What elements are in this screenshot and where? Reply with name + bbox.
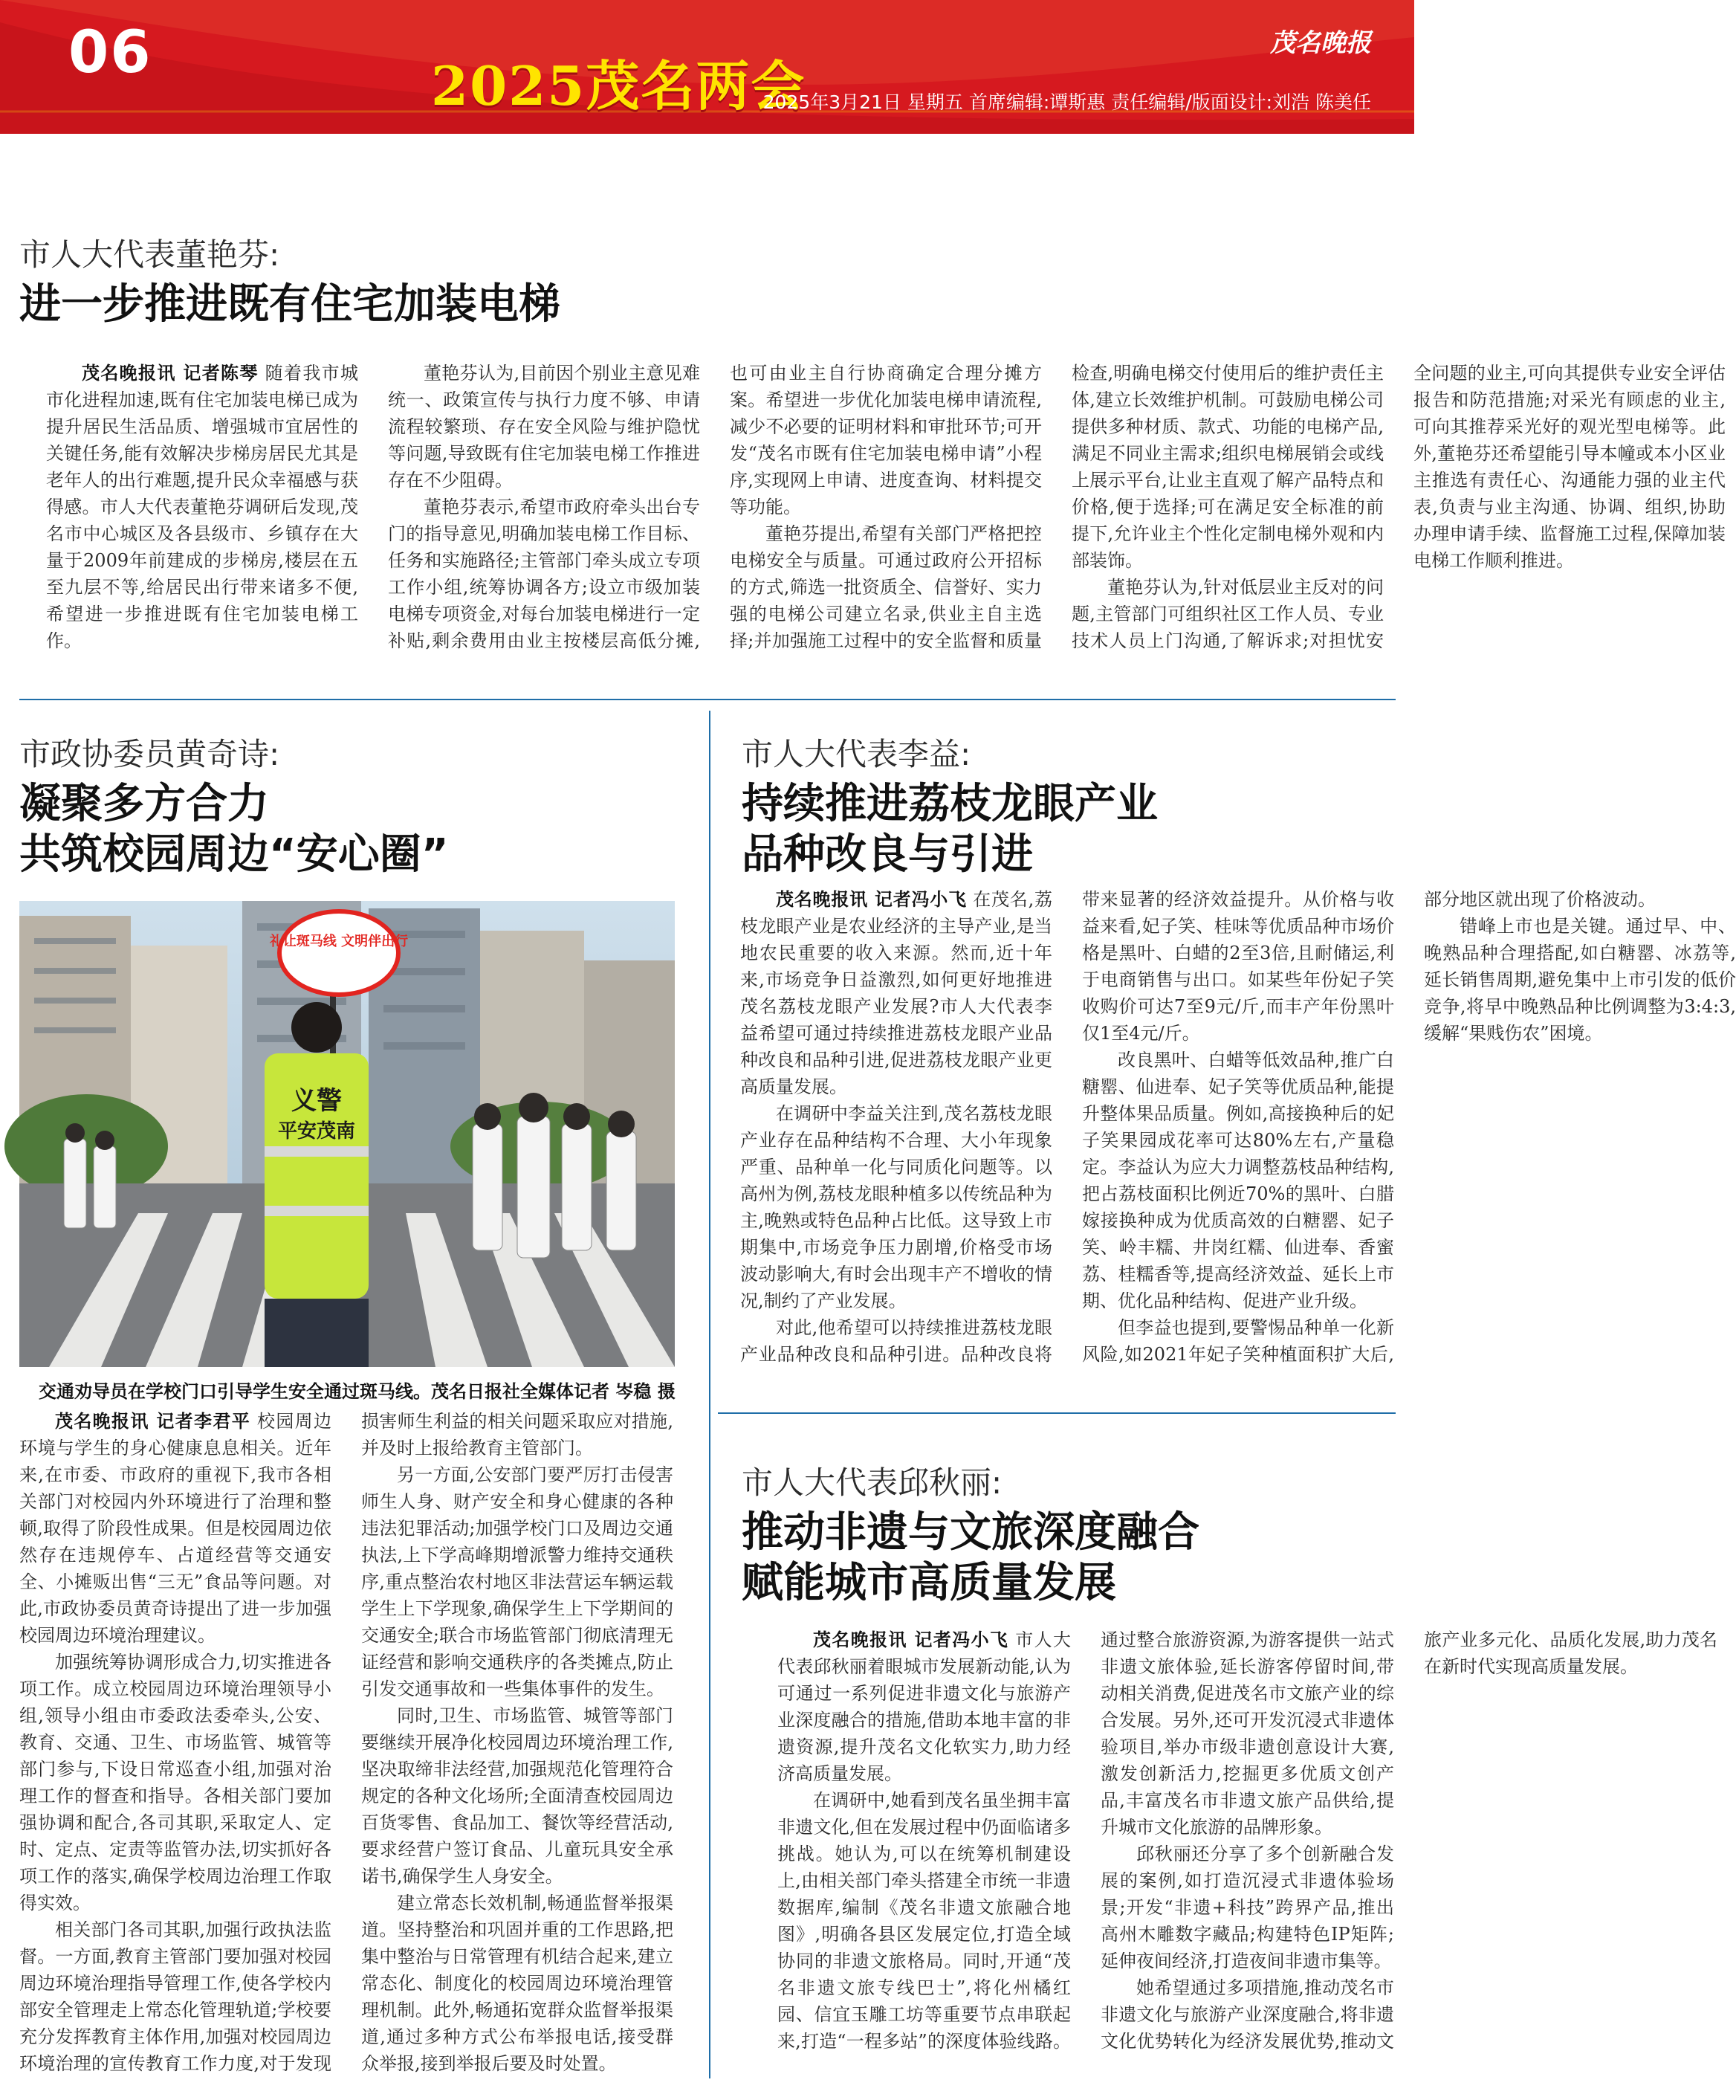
article-paragraph: 茂名晚报讯 记者陈琴 随着我市城市化进程加速,既有住宅加装电梯已成为提升居民生活品质、增强城市宜居性的关键任务,能有效解决步梯房居民尤其是老年人的出行难题,提升民众幸福感与获得感。市人大代表董艳芬调研后发现,茂名市中心城区及各县级市、乡镇存在大量于2009年前建成的步梯房,楼层在五至九层不等,给居民出行带来诸多不便,希望进一步推进既有住宅加装电梯工作。 <box>46 362 359 651</box>
article-paragraph: 董艳芬提出,希望有关部门严格把控电梯安全与质量。可通过政府公开招标的方式,筛选一批资质全、信誉好、实力强的电梯公司建立名录,供业主自主选择;并加强施工过程中的安全监督和质量检查,明确电梯交付使用后的维护责任主体,建立长效维护机制。可鼓励电梯公司提供多种材质、款式、功能的电梯产品,满足不同业主需求;组织电梯展销会或线上展示平台,让业主直观了解产品特点和价格,便于选择;可在满足安全标准的前提下,允许业主个性化定制电梯外观和内部装饰。 <box>730 363 1384 651</box>
article-headline: 推动非遗与文旅深度融合 赋能城市高质量发展 <box>742 1508 1199 1607</box>
photo-caption: 交通劝导员在学校门口引导学生安全通过斑马线。茂名日报社全媒体记者 岑稳 摄 <box>39 1381 676 1402</box>
article-paragraph: 董艳芬表示,希望市政府牵头出台专门的指导意见,明确加装电梯工作目标、任务和实施路径;主管部门牵头成立专项工作小组,统筹协调各方;设立市级加装电梯专项资金,对每台加装电梯进行一定补贴,剩余费用由业主按楼层高低分摊,也可由业主自行协商确定合理分摊方案。希望进一步优化加装电梯申请流程,减少不必要的证明材料和审批环节;可开发“茂名市既有住宅加装电梯申请”小程序,实现网上申请、进度查询、材料提交等功能。 <box>388 363 1042 651</box>
article-byline: 茂名晚报讯 记者冯小飞 <box>776 888 967 910</box>
article-paragraph: 在调研中李益关注到,茂名荔枝龙眼产业存在品种结构不合理、大小年现象严重、品种单一化与同质化问题等。以高州为例,荔枝龙眼种植多以传统品种为主,晚熟或特色品种占比低。这导致上市期集中,市场竞争压力剧增,价格受市场波动影响大,有时会出现丰产不增收的情况,制约了产业发展。 <box>740 1103 1052 1311</box>
article-paragraph: 错峰上市也是关键。通过早、中、晚熟品种合理搭配,如白糖罂、冰荔等,延长销售周期,避免集中上市引发的低价竞争,将早中晚熟品种比例调整为3:4:3,缓解“果贱伤农”困境。 <box>1424 916 1736 1044</box>
page-number: 06 <box>68 19 152 86</box>
article-byline: 茂名晚报讯 记者陈琴 <box>82 362 259 384</box>
column-divider <box>709 711 710 2078</box>
section-title: 2025茂名两会 <box>431 54 806 117</box>
article-intangible-heritage <box>742 1464 1396 1608</box>
article-body <box>777 1626 1717 2080</box>
article-headline: 凝聚多方合力 共筑校园周边“安心圈” <box>19 780 449 879</box>
article-paragraph: 邱秋丽还分享了多个创新融合发展的案例,如打造沉浸式非遗体验场景;开发“非遗+科技”跨界产品,推出高州木雕数字藏品;构建特色IP矩阵;延伸夜间经济,打造夜间非遗市集等。 <box>1101 1844 1394 1971</box>
article-paragraph: 建立常态长效机制,畅通监督举报渠道。坚持整治和巩固并重的工作思路,把集中整治与日常管理有机结合起来,建立常态化、制度化的校园周边环境治理管理机制。此外,畅通拓宽群众监督举报渠道,通过多种方式公布举报电话,接受群众举报,接到举报后要及时处置。 <box>361 1893 673 2074</box>
article-paragraph: 董艳芬认为,目前因个别业主意见难统一、政策宣传与执行力度不够、申请流程较繁琐、存在安全风险与维护隐忧等问题,导致既有住宅加装电梯工作推进存在不少阻碍。 <box>388 363 700 491</box>
article-body <box>740 886 1736 1380</box>
section-divider <box>19 699 1396 700</box>
crosswalk-photo-illustration <box>19 901 675 1367</box>
vest-text-line2: 平安茂南 <box>277 1120 356 1143</box>
article-paragraph: 另一方面,公安部门要严厉打击侵害师生人身、财产安全和身心健康的各种违法犯罪活动;加强学校门口及周边交通执法,上下学高峰期增派警力维持交通秩序,重点整治农村地区非法营运车辆运载学生上下学现象,确保学生上下学期间的交通安全;联合市场监管部门彻底清理无证经营和影响交通秩序的各类摊点,防止引发交通事故和一些集体事件的发生。 <box>361 1464 673 1699</box>
article-byline: 茂名晚报讯 记者李君平 <box>55 1410 251 1432</box>
article-paragraph: 对此,他希望可以持续推进荔枝龙眼产业品种改良和品种引进。品种改良将带来显著的经济效益提升。从价格与收益来看,妃子笑、桂味等优质品种市场价格是黑叶、白蜡的2至3倍,且耐储运,利于电商销售与出口。如某些年份妃子笑收购价可达7至9元/斤,而丰产年份黑叶仅1至4元/斤。 <box>740 889 1394 1365</box>
article-body <box>46 360 1726 678</box>
vest-text-line1: 义警 <box>291 1086 342 1116</box>
article-paragraph: 改良黑叶、白蜡等低效品种,推广白糖罂、仙进奉、妃子笑等优质品种,能提升整体果品质量。例如,高接换种后的妃子笑果园成花率可达80%左右,产量稳定。李益认为应大力调整荔枝品种结构,把占荔枝面积比例近70%的黑叶、白腊嫁接换种成为优质高效的白糖罂、妃子笑、岭丰糯、井岗红糯、仙进奉、香蜜荔、桂糯香等,提高经济效益、延长上市期、优化品种结构、促进产业升级。 <box>1082 1050 1394 1311</box>
section-divider <box>718 1412 1396 1414</box>
sign-text: 礼让斑马线 文明伴出行 <box>269 934 409 949</box>
news-photo <box>19 901 675 1367</box>
page-header-band <box>0 0 1414 134</box>
article-kicker: 市政协委员黄奇诗: <box>19 736 280 772</box>
article-paragraph: 茂名晚报讯 记者冯小飞 市人大代表邱秋丽着眼城市发展新动能,认为可通过一系列促进非遗文化与旅游产业深度融合的措施,借助本地丰富的非遗资源,提升茂名文化软实力,助力经济高质量发展。 <box>777 1629 1072 1784</box>
newspaper-logo: 茂名晚报 <box>1270 28 1371 58</box>
article-paragraph: 茂名晚报讯 记者李君平 校园周边环境与学生的身心健康息息相关。近年来,在市委、市政府的重视下,我市各相关部门对校园内外环境进行了治理和整顿,取得了阶段性成果。但是校园周边依然存在违规停车、占道经营等交通安全、小摊贩出售“三无”食品等问题。对此,市政协委员黄奇诗提出了进一步加强校园周边环境治理建议。 <box>19 1410 331 1646</box>
article-paragraph: 在调研中,她看到茂名虽坐拥丰富非遗文化,但在发展过程中仍面临诸多挑战。她认为,可以在统筹机制建设上,由相关部门牵头搭建全市统一非遗数据库,编制《茂名非遗文旅融合地图》,明确各县区发展定位,打造全域协同的非遗文旅格局。同时,开通“茂名非遗文旅专线巴士”,将化州橘红园、信宜玉雕工坊等重要节点串联起来,打造“一程多站”的深度体验线路。通过整合旅游资源,为游客提供一站式非遗文旅体验,延长游客停留时间,带动相关消费,促进茂名市文旅产业的综合发展。另外,还可开发沉浸式非遗体验项目,举办市级非遗创意设计大赛,激发创新活力,挖掘更多优质文创产品,丰富茂名市非遗文旅产品供给,提升城市文化旅游的品牌形象。 <box>777 1629 1394 2052</box>
issue-info: 2025年3月21日 星期五 首席编辑:谭斯惠 责任编辑/版面设计:刘浩 陈美任 <box>762 91 1371 113</box>
article-paragraph: 董艳芬认为,针对低层业主反对的问题,主管部门可组织社区工作人员、专业技术人员上门沟通,了解诉求;对担忧安全问题的业主,可向其提供专业安全评估报告和防范措施;对采光有顾虑的业主,可向其推荐采光好的观光型电梯等。此外,董艳芬还希望能引导本幢或本小区业主推选有责任心、沟通能力强的业主代表,负责与业主沟通、协调、组织,协助办理申请手续、监督施工过程,保障加装电梯工作顺利推进。 <box>1072 363 1726 651</box>
article-paragraph: 茂名晚报讯 记者冯小飞 在茂名,荔枝龙眼产业是农业经济的主导产业,是当地农民重要的收入来源。然而,近十年来,市场竞争日益激烈,如何更好地推进茂名荔枝龙眼产业发展?市人大代表李益希望可通过持续推进荔枝龙眼产业品种改良和品种引进,促进荔枝龙眼产业更高质量发展。 <box>740 888 1052 1097</box>
article-kicker: 市人大代表董艳芬: <box>19 236 280 273</box>
article-byline: 茂名晚报讯 记者冯小飞 <box>813 1629 1009 1650</box>
article-elevator <box>19 236 1387 330</box>
article-kicker: 市人大代表李益: <box>742 736 971 772</box>
article-headline: 持续推进荔枝龙眼产业 品种改良与引进 <box>742 780 1158 879</box>
article-lychee-longan <box>742 736 1396 879</box>
article-body <box>19 1408 673 2077</box>
article-headline: 进一步推进既有住宅加装电梯 <box>19 280 560 329</box>
article-kicker: 市人大代表邱秋丽: <box>742 1464 1003 1501</box>
article-paragraph: 同时,卫生、市场监管、城管等部门要继续开展净化校园周边环境治理工作,坚决取缔非法经营,加强规范化管理符合规定的各种文化场所;全面清查校园周边百货零售、食品加工、餐饮等经营活动,要求经营户签订食品、儿童玩具安全承诺书,确保学生人身安全。 <box>361 1705 673 1887</box>
article-paragraph: 但李益也提到,要警惕品种单一化新风险,如2021年妃子笑种植面积扩大后,部分地区就出现了价格波动。 <box>1082 889 1656 1365</box>
article-paragraph: 她希望通过多项措施,推动茂名市非遗文化与旅游产业深度融合,将非遗文化优势转化为经济发展优势,推动文旅产业多元化、品质化发展,助力茂名在新时代实现高质量发展。 <box>1101 1629 1717 2052</box>
article-campus-safety <box>19 736 688 879</box>
article-paragraph: 加强统筹协调形成合力,切实推进各项工作。成立校园周边环境治理领导小组,领导小组由市委政法委牵头,公安、教育、交通、卫生、市场监管、城管等部门参与,下设日常巡查小组,加强对治理工作的督查和指导。各相关部门要加强协调和配合,各司其职,采取定人、定时、定点、定责等监管办法,切实抓好各项工作的落实,确保学校周边治理工作取得实效。 <box>19 1652 331 1913</box>
article-paragraph: 相关部门各司其职,加强行政执法监督。一方面,教育主管部门要加强对校园周边环境治理指导管理工作,使各学校内部安全管理走上常态化管理轨道;学校要充分发挥教育主体作用,加强对校园周边环境治理的宣传教育工作力度,对于发现损害师生利益的相关问题采取应对措施,并及时上报给教育主管部门。 <box>19 1411 673 2074</box>
